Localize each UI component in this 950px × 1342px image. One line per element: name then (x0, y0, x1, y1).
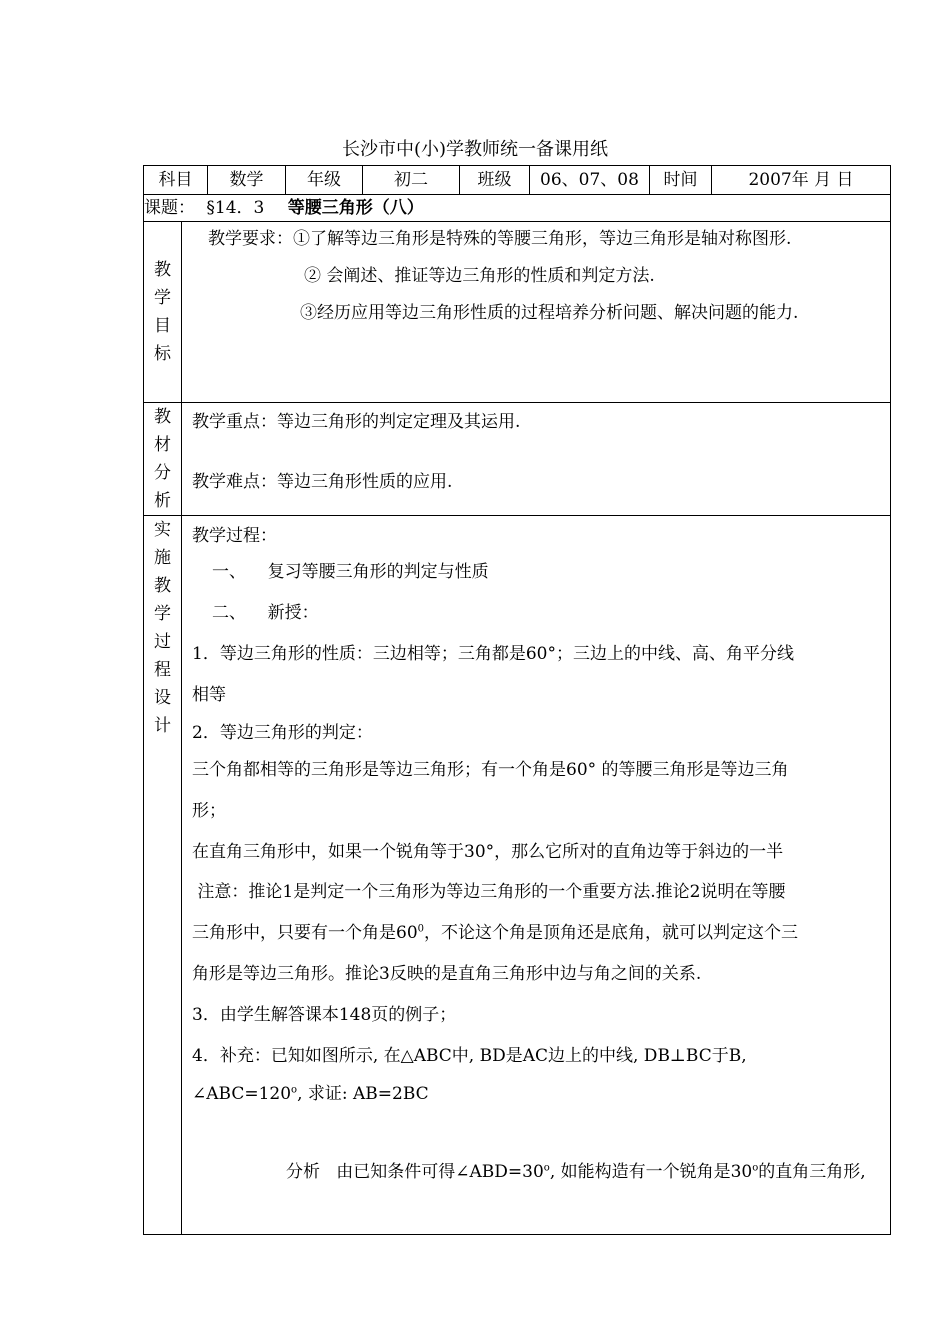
goals-side-label (144, 222, 182, 403)
superscript: 0 (417, 923, 425, 935)
goals-content (182, 222, 891, 403)
process-paragraph (192, 1111, 882, 1234)
process-step: 二、 新授： (212, 603, 319, 623)
side-char: 目 (154, 316, 171, 336)
process-paragraph: 相等 (192, 685, 226, 705)
side-char: 教 (154, 260, 171, 280)
header-row (144, 166, 891, 195)
goal-line: ③经历应用等边三角形性质的过程培养分析问题、解决问题的能力. (300, 303, 799, 323)
grade-label: 年级 (286, 166, 363, 195)
process-row (144, 516, 891, 1235)
grade-value: 初二 (363, 166, 460, 195)
process-heading: 教学过程： (192, 526, 277, 546)
process-content (182, 516, 891, 1235)
topic-name: 等腰三角形（八） (287, 198, 424, 218)
topic-cell (144, 195, 891, 222)
time-label: 时间 (650, 166, 712, 195)
lesson-plan-table (143, 165, 891, 1235)
page-title: 长沙市中(小)学教师统一备课用纸 (341, 139, 609, 160)
side-char: 设 (154, 688, 171, 708)
process-paragraph: 在直角三角形中，如果一个锐角等于30°，那么它所对的直角边等于斜边的一半 (192, 842, 784, 862)
side-char: 学 (154, 288, 171, 308)
topic-section: §14．3 (206, 198, 265, 218)
subject-label: 科目 (144, 166, 208, 195)
subject-value: 数学 (208, 166, 286, 195)
side-char: 施 (154, 548, 171, 568)
process-paragraph: 角形是等边三角形。推论3反映的是直角三角形中边与角之间的关系. (192, 964, 702, 984)
side-char: 过 (154, 632, 171, 652)
superscript: o (543, 1162, 550, 1174)
process-paragraph: 2．等边三角形的判定： (192, 723, 373, 743)
text-run: ，不论这个角是顶角还是底角，就可以判定这个三 (424, 923, 799, 943)
process-paragraph (192, 913, 882, 954)
superscript: o (752, 1162, 759, 1174)
text-run: , 求证: AB=2BC (297, 1084, 429, 1104)
material-row (144, 403, 891, 516)
key-point: 教学重点：等边三角形的判定定理及其运用. (192, 412, 521, 432)
side-char: 学 (154, 604, 171, 624)
process-side-label (144, 516, 182, 1235)
side-char: 教 (154, 407, 171, 427)
text-run: 三角形中，只要有一个角是60 (192, 923, 418, 943)
text-run: 分析 由已知条件可得∠ABD=30 (286, 1162, 544, 1182)
goal-line: ② 会阐述、推证等边三角形的性质和判定方法. (304, 266, 655, 286)
process-paragraph: 1．等边三角形的性质：三边相等；三角都是60°；三边上的中线、高、角平分线 (192, 644, 794, 664)
side-char: 实 (154, 520, 171, 540)
process-paragraph: 4．补充：已知如图所示, 在△ABC中, BD是AC边上的中线, DB⊥BC于B, (192, 1046, 747, 1066)
superscript: o (291, 1084, 298, 1096)
difficulty: 教学难点：等边三角形性质的应用. (192, 472, 453, 492)
side-char: 教 (154, 576, 171, 596)
process-paragraph: 3．由学生解答课本148页的例子； (192, 1005, 457, 1025)
process-step: 一、 复习等腰三角形的判定与性质 (212, 562, 489, 582)
topic-label: 课题： (144, 198, 195, 218)
topic-row (144, 195, 891, 222)
class-value: 06、07、08 (530, 166, 650, 195)
time-value: 2007年 月 日 (712, 166, 891, 195)
side-char: 析 (154, 491, 171, 511)
side-char: 材 (154, 435, 171, 455)
side-char: 程 (154, 660, 171, 680)
material-side-label (144, 403, 182, 516)
process-paragraph: 三个角都相等的三角形是等边三角形；有一个角是60° 的等腰三角形是等边三角 (192, 760, 789, 780)
text-run: ∠ABC=120 (192, 1084, 292, 1104)
process-paragraph: 注意：推论1是判定一个三角形为等边三角形的一个重要方法.推论2说明在等腰 (192, 882, 786, 902)
goal-line: 教学要求：①了解等边三角形是特殊的等腰三角形，等边三角形是轴对称图形. (208, 229, 792, 249)
side-char: 标 (154, 344, 171, 364)
side-char: 分 (154, 463, 171, 483)
process-paragraph (192, 1077, 882, 1111)
class-label: 班级 (460, 166, 530, 195)
side-char: 计 (154, 716, 171, 736)
process-paragraph: 形； (192, 801, 226, 821)
material-content (182, 403, 891, 516)
text-run: 的直角三角形, (758, 1162, 866, 1182)
text-run: , 如能构造有一个锐角是30 (549, 1162, 753, 1182)
goals-row (144, 222, 891, 403)
spacer (192, 437, 882, 467)
